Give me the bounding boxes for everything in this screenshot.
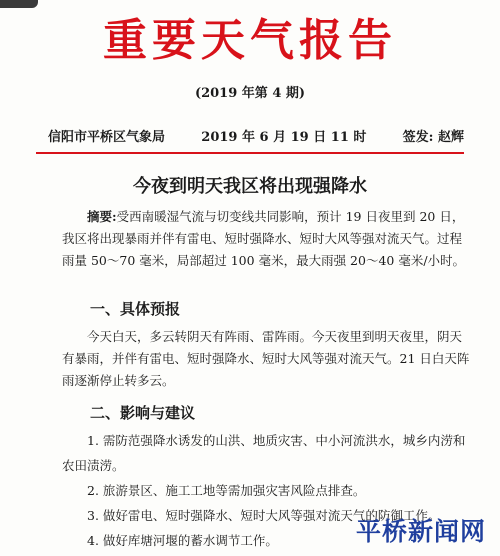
agency-name: 信阳市平桥区气象局 — [48, 130, 166, 145]
site-watermark: 平桥新闻网 — [355, 517, 486, 546]
header-meta — [48, 126, 464, 145]
list-item: 1. 需防范强降水诱发的山洪、地质灾害、中小河流洪水，城乡内涝和农田渍涝。 — [62, 433, 466, 473]
report-title: 重要天气报告 — [103, 15, 397, 66]
top-corner-strip — [0, 0, 38, 8]
issue-datetime: 2019 年 6 月 19 日 11 时 — [201, 130, 367, 145]
report-subtitle: 今夜到明天我区将出现强降水 — [133, 176, 367, 197]
section-heading-forecast: 一、具体预报 — [90, 300, 181, 318]
list-item: 2. 旅游景区、施工工地等需加强灾害风险点排查。 — [87, 483, 366, 498]
summary-label: 摘要: — [87, 209, 117, 224]
forecast-paragraph: 今天白天，多云转阴天有阵雨、雷阵雨。今天夜里到明天夜里，阴天有暴雨，并伴有雷电、短时强降水、短时大风等强对流天气。21 日白天阵雨逐渐停止转多云。 — [62, 329, 470, 388]
summary-text: 受西南暖湿气流与切变线共同影响，预计 19 日夜里到 20 日，我区将出现暴雨并伴有雷电、短时强降水、短时大风等强对流天气。过程雨量 50～70 毫米，局部超过 100 毫米，最大雨强 20～40 毫米/小时。 — [62, 209, 466, 268]
list-item: 4. 做好库塘河堰的蓄水调节工作。 — [87, 533, 278, 548]
summary-paragraph — [62, 206, 470, 272]
header-divider — [36, 152, 464, 154]
section-heading-advice: 二、影响与建议 — [90, 404, 196, 422]
list-item: 3. 做好雷电、短时强降水、短时大风等强对流天气的防御工作。 — [87, 508, 441, 523]
signer: 签发: 赵辉 — [402, 130, 464, 145]
issue-number: (2019 年第 4 期) — [194, 86, 306, 101]
